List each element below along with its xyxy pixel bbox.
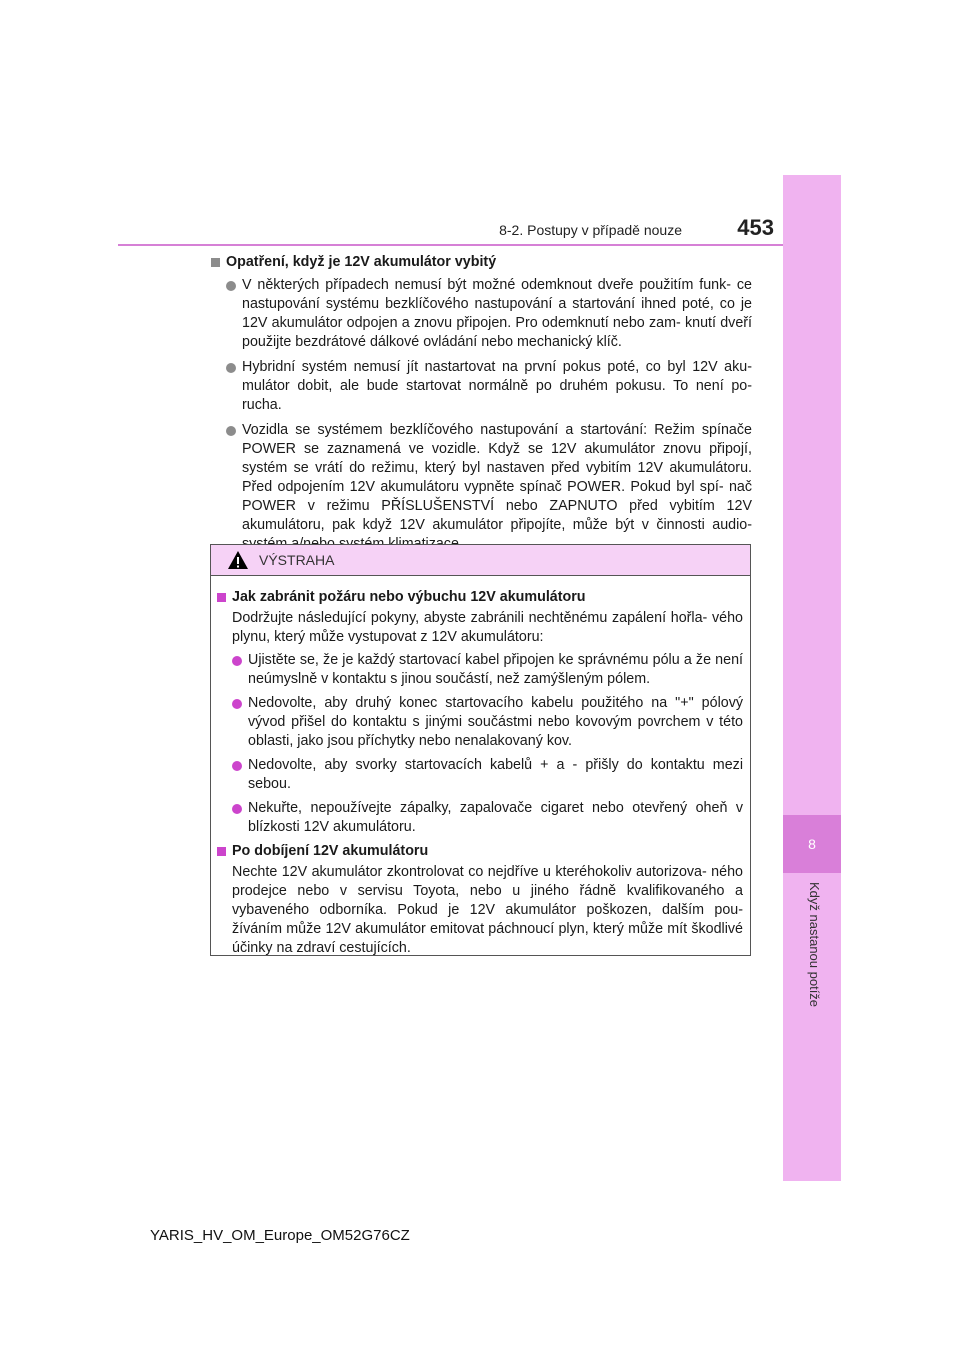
warning-intro: Dodržujte následující pokyny, abyste zabránili nechtěnému zapálení hořla- vého plynu, který může vystupovat z 12V akumulátoru: (232, 610, 743, 645)
circle-bullet-icon (232, 804, 242, 814)
square-bullet-icon (211, 258, 220, 267)
list-item: Ujistěte se, že je každý startovací kabel připojen ke správnému pólu a že není neúmyslně v kontaktu s jinou součástí, než zamýšleným pólem. (217, 651, 743, 689)
section-heading: Opatření, když je 12V akumulátor vybitý (210, 253, 752, 272)
circle-bullet-icon (232, 761, 242, 771)
list-item: Nekuřte, nepoužívejte zápalky, zapalovače cigaret nebo otevřený oheň v blízkosti 12V akumulátoru. (217, 799, 743, 837)
warning-title: VÝSTRAHA (259, 552, 335, 568)
chapter-number-tab (783, 815, 841, 873)
warning-header (211, 545, 750, 576)
warning-heading: Jak zabránit požáru nebo výbuchu 12V akumulátoru (217, 588, 743, 607)
main-content (210, 253, 752, 560)
circle-bullet-icon (226, 426, 236, 436)
warning-body (211, 576, 750, 958)
square-bullet-icon (217, 593, 226, 602)
header-divider (118, 244, 783, 246)
list-item: V některých případech nemusí být možné odemknout dveře použitím funk- ce nastupování systému bezklíčového nastupování a startování ihned poté, co je 12V akumulátor odpojen a znovu připojen. Pro odemknutí nebo zam- knutí dveří použijte bezdrátové dálkové ovládání nebo mechanický klíč. (210, 276, 752, 352)
square-bullet-icon (217, 847, 226, 856)
document-code: YARIS_HV_OM_Europe_OM52G76CZ (150, 1227, 410, 1244)
list-item: Vozidla se systémem bezklíčového nastupování a startování: Režim spínače POWER se zaznamená ve vozidle. Když se 12V akumulátor znovu připojí, systém se vrátí do režimu, který byl nastaven před vybitím 12V akumulátoru. Před odpojením 12V akumulátoru vypněte spínač POWER. Pokud byl spí- nač POWER v režimu PŘÍSLUŠENSTVÍ nebo ZAPNUTO před vybitím 12V akumulátoru, pak když 12V akumulátor připojíte, může být v činnosti audio- (210, 421, 752, 554)
warning-text: Nechte 12V akumulátor zkontrolovat co nejdříve u kteréhokoliv autorizova- ného prodejce nebo v servisu Toyota, nebo u jiného řádně kvalifikovaného a vybaveného odborníka. Pokud je 12V akumulátor poškozen, dalším pou- žíváním může 12V akumulátor emitovat páchnoucí plyn, který může mít škodlivé účinky na zdraví cestujících. (232, 864, 743, 956)
page-number: 453 (737, 215, 774, 240)
circle-bullet-icon (232, 656, 242, 666)
list-item: Nedovolte, aby svorky startovacích kabelů + a - přišly do kontaktu mezi sebou. (217, 756, 743, 794)
chapter-label: Když nastanou potíže (807, 882, 822, 1008)
warning-triangle-icon (227, 550, 249, 570)
list-item: Hybridní systém nemusí jít nastartovat na první pokus poté, co byl 12V aku- mulátor dobit, ale bude startovat normálně po druhém pokusu. To není po- rucha. (210, 358, 752, 415)
list-item: Nedovolte, aby druhý konec startovacího kabelu použitého na "+" pólový vývod přišel do kontaktu s jinými součástmi nebo kovovým povrchem v této oblasti, jako jsou příchytky nebo nenalakovaný kov. (217, 694, 743, 751)
chapter-number: 8 (808, 836, 816, 852)
warning-heading: Po dobíjení 12V akumulátoru (217, 842, 743, 861)
circle-bullet-icon (226, 363, 236, 373)
header-section-title: 8-2. Postupy v případě nouze (499, 222, 682, 238)
circle-bullet-icon (232, 699, 242, 709)
circle-bullet-icon (226, 281, 236, 291)
warning-box (210, 544, 751, 956)
